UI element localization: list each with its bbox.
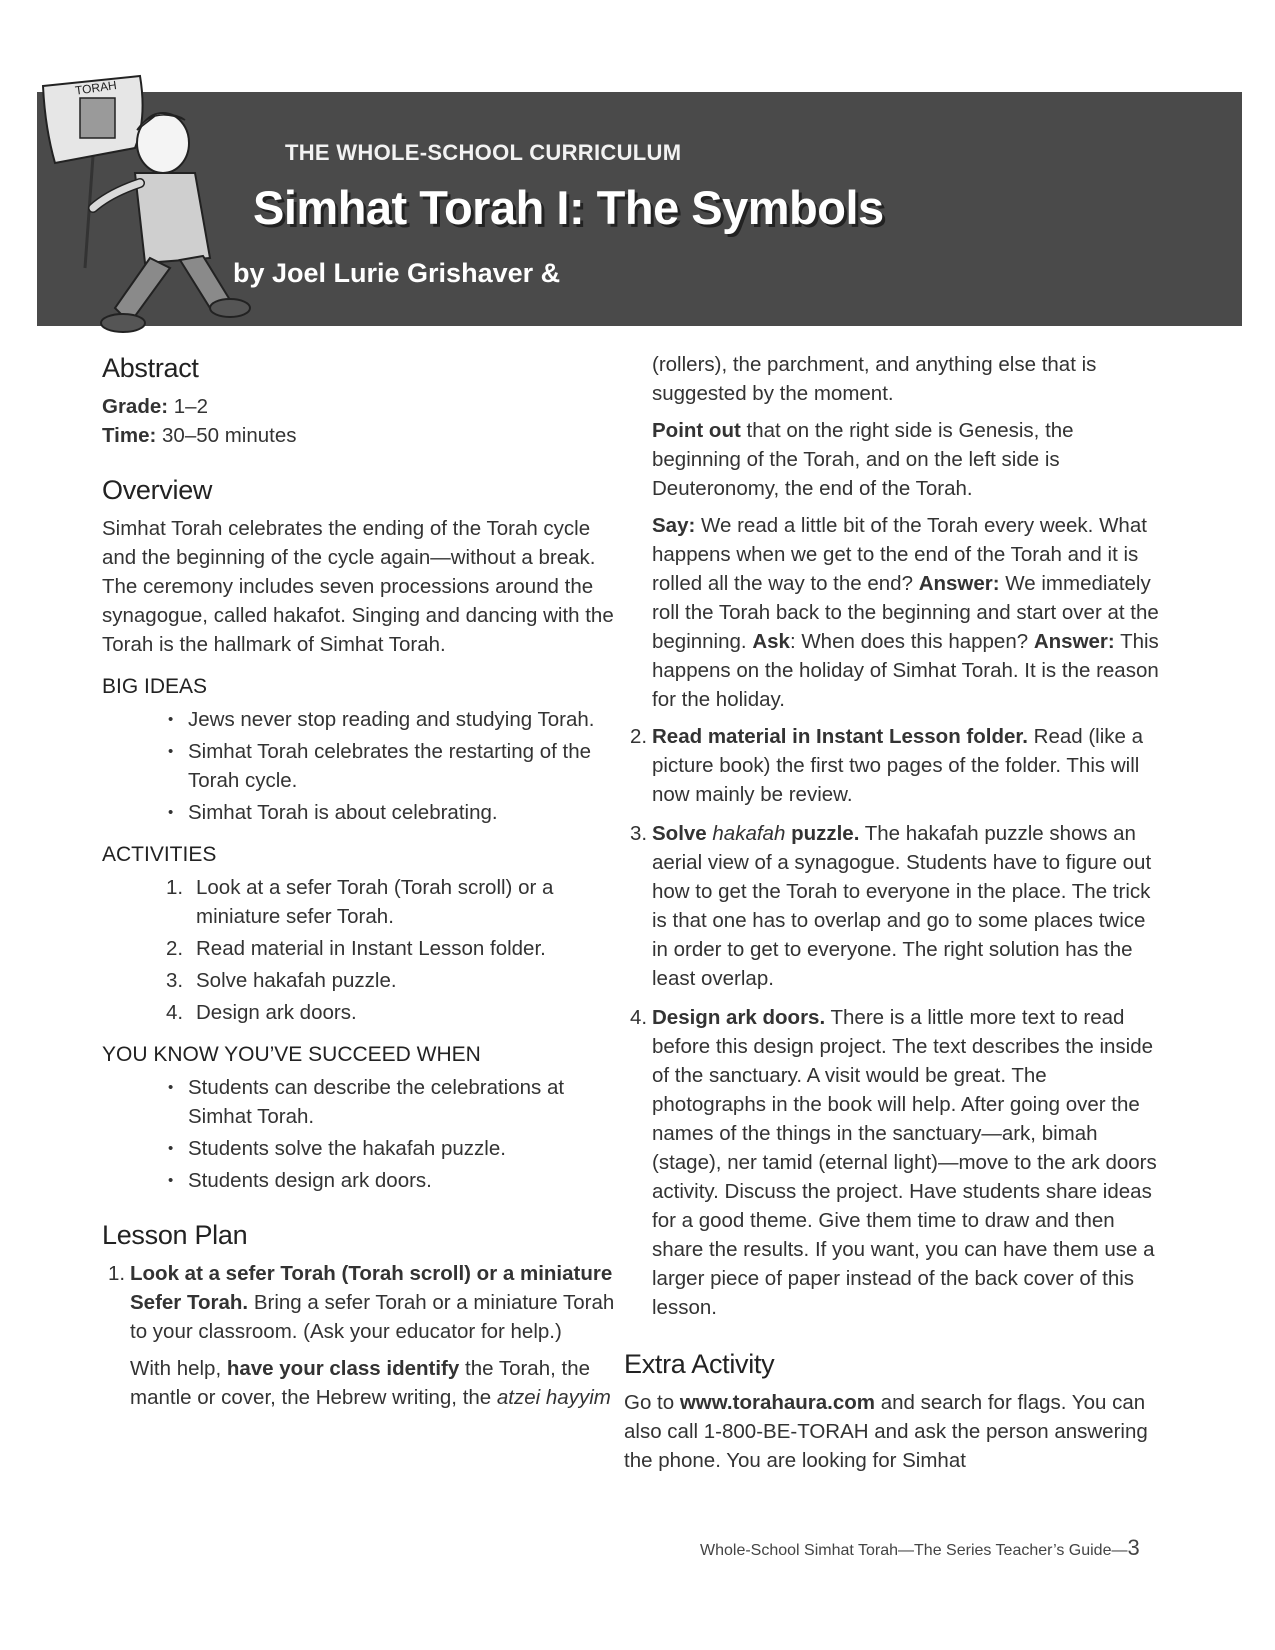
- lesson-step-2: [624, 722, 1162, 809]
- item-text: Design ark doors.: [196, 1001, 357, 1024]
- succeed-heading: YOU KNOW YOU’VE SUCCEED WHEN: [102, 1043, 481, 1066]
- step-number: 2.: [630, 725, 648, 748]
- step-term: hakafah: [712, 822, 786, 845]
- left-column: [102, 350, 622, 1422]
- step-number: 3.: [630, 822, 648, 845]
- list-item: • Simhat Torah celebrates the restarting of the Torah cycle.: [168, 737, 622, 795]
- answer-text: We immediately roll the Torah back to the beginning and start over at the beginning.: [652, 572, 1159, 653]
- abstract-heading: Abstract: [102, 353, 199, 383]
- step-title: Read material in Instant Lesson folder.: [652, 725, 1028, 748]
- footer-text: Whole-School Simhat Torah—The Series Teacher’s Guide—: [700, 1542, 1128, 1559]
- right-column: [624, 350, 1162, 1485]
- step-title: Solve: [652, 822, 707, 845]
- item-number: 3.: [166, 969, 184, 992]
- step-title: puzzle.: [791, 822, 860, 845]
- item-number: 2.: [166, 937, 184, 960]
- ask-label: Ask: [752, 630, 790, 653]
- extra-activity-heading: Extra Activity: [624, 1349, 775, 1379]
- point-out-label: Point out: [652, 419, 741, 442]
- step-text: There is a little more text to read before this design project. The text describes the inside of the sanctuary. A visit would be great. The photographs in the book will help. After going over the names of the things in the sanctuary—ark, bimah (stage), ner tamid (eternal light)—move to the ark doors activity. Discuss the project. Have students share ideas for a good theme. Give them time to draw and then share the results. If you want, you can have them use a larger piece of paper instead of the back cover of this lesson.: [652, 1006, 1157, 1319]
- time-value: 30–50 minutes: [162, 424, 297, 447]
- step-term: atzei hayyim: [496, 1386, 611, 1409]
- step-title: Look at a sefer Torah (Torah scroll) or a miniature Sefer Torah.: [130, 1262, 613, 1314]
- step-text: Bring a sefer Torah or a miniature Torah to your classroom. (Ask your educator for help.): [130, 1291, 615, 1343]
- step-emphasis: have your class identify: [226, 1357, 460, 1380]
- big-ideas-heading: BIG IDEAS: [102, 675, 208, 698]
- grade-value: 1–2: [173, 395, 208, 418]
- flag-label: TORAH: [74, 78, 118, 98]
- extra-activity: [624, 1346, 1162, 1475]
- lesson-step-4: [624, 1003, 1162, 1322]
- grade-line: [102, 392, 622, 421]
- time-label: Time:: [102, 424, 157, 447]
- extra-text: and search for flags. You can also call 1-800-BE-TORAH and ask the person answering the phone. You are looking for Simhat: [624, 1391, 1148, 1472]
- list-item: [166, 966, 622, 995]
- succeed-list: [102, 1073, 622, 1195]
- overview-text: Simhat Torah celebrates the ending of the Torah cycle and the beginning of the cycle again—without a break. The ceremony includes seven processions around the synagogue, called hakafot. Singing and dancing with the Torah is the hallmark of Simhat Torah.: [102, 517, 614, 656]
- list-item: • Students can describe the celebrations at Simhat Torah.: [168, 1073, 622, 1131]
- activities-heading: ACTIVITIES: [102, 843, 217, 866]
- step-number: 1.: [108, 1262, 126, 1285]
- lesson-plan-heading: Lesson Plan: [102, 1220, 248, 1250]
- time-line: [102, 421, 622, 450]
- ask-text: : When does this happen?: [789, 630, 1029, 653]
- overview-heading: Overview: [102, 475, 213, 505]
- say-text: We read a little bit of the Torah every week. What happens when we get to the end of the Torah and it is rolled all the way to the end?: [652, 514, 1147, 595]
- step-text: (rollers), the parchment, and anything else that is suggested by the moment.: [652, 353, 1097, 405]
- say-label: Say:: [652, 514, 696, 537]
- website-link[interactable]: www.torahaura.com: [679, 1391, 876, 1414]
- step-number: 4.: [630, 1006, 648, 1029]
- list-item: • Students design ark doors.: [168, 1166, 622, 1195]
- page-number: 3: [1127, 1535, 1140, 1560]
- list-item: • Simhat Torah is about celebrating.: [168, 798, 622, 827]
- lesson-step-1-continued: [652, 350, 1162, 714]
- step-text: the Torah, the mantle or cover, the Hebrew writing, the: [130, 1357, 590, 1409]
- child-with-flag-illustration: [35, 68, 255, 338]
- page-footer: [700, 1535, 1140, 1561]
- item-text: Read material in Instant Lesson folder.: [196, 937, 546, 960]
- big-ideas-list: [102, 705, 622, 827]
- item-text: Look at a sefer Torah (Torah scroll) or a miniature sefer Torah.: [196, 876, 554, 928]
- item-number: 1.: [166, 876, 184, 899]
- item-number: 4.: [166, 1001, 184, 1024]
- list-item: [166, 873, 622, 931]
- point-out-text: that on the right side is Genesis, the beginning of the Torah, and on the left side is Deuteronomy, the end of the Torah.: [652, 419, 1074, 500]
- answer-text: This happens on the holiday of Simhat Torah. It is the reason for the holiday.: [652, 630, 1159, 711]
- activities-list: [102, 873, 622, 1027]
- step-text: Read (like a picture book) the first two pages of the folder. This will now mainly be review.: [652, 725, 1144, 806]
- lesson-step-3: [624, 819, 1162, 993]
- extra-text: Go to: [624, 1391, 675, 1414]
- series-label: THE WHOLE-SCHOOL CURRICULUM: [285, 140, 682, 165]
- step-text: With help,: [130, 1357, 222, 1380]
- list-item: [166, 998, 622, 1027]
- answer-label: Answer:: [918, 572, 1000, 595]
- answer-label: Answer:: [1033, 630, 1115, 653]
- step-text: The hakafah puzzle shows an aerial view of a synagogue. Students have to figure out how to get the Torah to everyone in the place. The trick is that one has to overlap and go to some places twice in order to get to everyone. The right solution has the least overlap.: [652, 822, 1152, 990]
- page-title: Simhat Torah I: The Symbols: [253, 181, 884, 234]
- lesson-step-1: [102, 1259, 622, 1412]
- author-line: by Joel Lurie Grishaver &: [233, 258, 561, 288]
- list-item: • Students solve the hakafah puzzle.: [168, 1134, 622, 1163]
- step-title: Design ark doors.: [652, 1006, 826, 1029]
- list-item: [166, 934, 622, 963]
- list-item: • Jews never stop reading and studying Torah.: [168, 705, 622, 734]
- item-text: Solve hakafah puzzle.: [196, 969, 397, 992]
- grade-label: Grade:: [102, 395, 169, 418]
